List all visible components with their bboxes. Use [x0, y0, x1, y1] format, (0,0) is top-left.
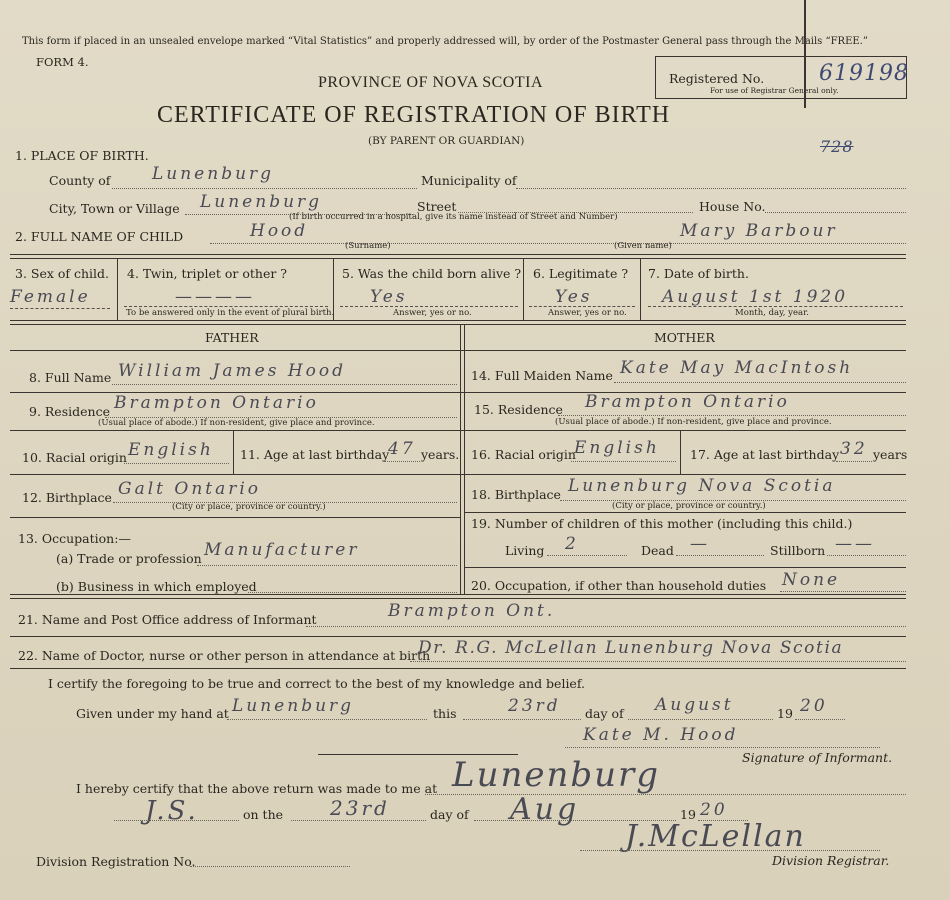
- children-label: 19. Number of children of this mother (including this child.): [471, 516, 853, 531]
- mother-race-line: [571, 461, 676, 462]
- rule: [10, 320, 906, 321]
- reg-day-line: [291, 820, 426, 821]
- rule: [10, 474, 906, 475]
- rule: [464, 567, 906, 568]
- return-place: Lunenburg: [452, 755, 661, 795]
- certify-text: I certify the foregoing to be true and correct to the best of my knowledge and belief.: [48, 676, 585, 691]
- mother-res-note: (Usual place of abode.) If non-resident, give place and province.: [555, 417, 832, 427]
- living-value: 2: [565, 534, 579, 554]
- dob-note: Month, day, year.: [735, 308, 809, 318]
- father-heading: FATHER: [205, 330, 259, 345]
- twin-note: To be answered only in the event of plural birth.: [126, 308, 335, 318]
- mother-birthplace-note: (City or place, province or country.): [612, 501, 766, 511]
- municipality-line: [516, 188, 906, 189]
- initials-line: [114, 820, 239, 821]
- legit-line: [529, 306, 635, 307]
- mother-res-line: [558, 415, 906, 416]
- trade-label: (a) Trade or profession: [56, 551, 202, 566]
- doctor-line: [410, 661, 906, 662]
- mother-age-label: 17. Age at last birthday: [690, 447, 840, 462]
- house-label: House No.: [699, 199, 766, 214]
- certify-day: 23rd: [508, 696, 561, 716]
- doctor-label: 22. Name of Doctor, nurse or other person in attendance at birth: [18, 648, 431, 663]
- twin-value: ————: [175, 287, 255, 307]
- rule: [10, 636, 906, 637]
- father-name: William James Hood: [118, 361, 347, 381]
- stillborn-value: ——: [835, 534, 875, 554]
- informant-value: Brampton Ont.: [388, 601, 556, 621]
- mother-name-line: [614, 382, 906, 383]
- registrar-year: 20: [700, 800, 728, 820]
- mother-race-label: 16. Racial origin: [471, 447, 576, 462]
- month-line: [628, 719, 773, 720]
- father-age-line: [384, 461, 420, 462]
- informant-line: [306, 626, 906, 627]
- certify-year: 20: [800, 696, 828, 716]
- rule: [10, 324, 906, 325]
- father-res-label: 9. Residence: [29, 404, 110, 419]
- page-title: CERTIFICATE OF REGISTRATION OF BIRTH: [157, 102, 671, 128]
- street-note: (If birth occurred in a hospital, give its name instead of Street and Number): [289, 212, 618, 222]
- side-number: 728: [820, 137, 854, 156]
- cell-divider: [117, 258, 118, 320]
- alive-value: Yes: [370, 287, 408, 307]
- legit-label: 6. Legitimate ?: [533, 266, 629, 281]
- father-occupation-label: 13. Occupation:—: [18, 531, 131, 546]
- mother-years: years: [873, 447, 908, 462]
- father-name-label: 8. Full Name: [29, 370, 112, 385]
- county-label: County of: [49, 173, 111, 188]
- stillborn-label: Stillborn: [770, 543, 826, 558]
- dead-line: [676, 555, 764, 556]
- dead-value: —: [690, 534, 710, 554]
- rule: [10, 350, 906, 351]
- dead-label: Dead: [641, 543, 674, 558]
- father-age-label: 11. Age at last birthday: [240, 447, 390, 462]
- registrar-initials: J.S.: [145, 796, 199, 826]
- trade-line: [197, 565, 457, 566]
- dob-value: August 1st 1920: [662, 287, 849, 307]
- reg-year-prefix: 19: [680, 807, 696, 822]
- house-line: [765, 212, 906, 213]
- registrar-sig-line: [580, 850, 880, 851]
- mother-occupation: None: [782, 570, 841, 590]
- cell-divider: [640, 258, 641, 320]
- place-heading: 1. PLACE OF BIRTH.: [15, 148, 149, 163]
- mother-birthplace: Lunenburg Nova Scotia: [568, 476, 836, 496]
- reg-dayof-label: day of: [430, 807, 469, 822]
- division-no-label: Division Registration No.: [36, 854, 196, 869]
- cell-divider: [233, 430, 234, 474]
- twin-label: 4. Twin, triplet or other ?: [127, 266, 287, 281]
- living-label: Living: [505, 543, 545, 558]
- year-line: [795, 719, 845, 720]
- dayof-label: day of: [585, 706, 624, 721]
- twin-line: [124, 306, 328, 307]
- return-text: I hereby certify that the above return was made to me at: [76, 781, 438, 796]
- city-value: Lunenburg: [200, 192, 323, 212]
- mother-heading: MOTHER: [654, 330, 715, 345]
- given-place: Lunenburg: [232, 696, 355, 716]
- informant-label: 21. Name and Post Office address of Informant: [18, 612, 317, 627]
- father-trade: Manufacturer: [204, 540, 360, 560]
- father-years: years.: [421, 447, 460, 462]
- living-line: [547, 555, 627, 556]
- division-no-line: [190, 866, 350, 867]
- mother-occupation-label: 20. Occupation, if other than household duties: [471, 578, 767, 593]
- county-line: [112, 188, 417, 189]
- page-subtitle: (BY PARENT OR GUARDIAN): [368, 135, 525, 147]
- rule: [10, 668, 906, 669]
- child-given-name: Mary Barbour: [680, 221, 838, 241]
- alive-note: Answer, yes or no.: [393, 308, 472, 318]
- column-divider: [460, 324, 461, 594]
- registrar-signature: J.McLellan: [625, 819, 806, 854]
- father-birthplace: Galt Ontario: [118, 479, 262, 499]
- mother-age-line: [836, 461, 872, 462]
- on-label: on the: [243, 807, 284, 822]
- sex-label: 3. Sex of child.: [15, 266, 110, 281]
- street-label: Street: [417, 199, 457, 214]
- year-prefix: 19: [777, 706, 793, 721]
- registrar-month: Aug: [510, 792, 580, 827]
- postal-notice: This form if placed in an unsealed envelope marked “Vital Statistics” and properly addressed will, by order of the Postmaster General pass through the Mails “FREE.”: [22, 36, 868, 47]
- sex-value: Female: [10, 287, 91, 307]
- cell-divider: [523, 258, 524, 320]
- father-name-line: [112, 384, 457, 385]
- mother-birthplace-label: 18. Birthplace: [471, 487, 561, 502]
- father-race: English: [128, 440, 214, 460]
- mother-age: 32: [840, 439, 868, 459]
- registrar-use-note: For use of Registrar General only.: [710, 86, 839, 95]
- given-label: Given under my hand at: [76, 706, 229, 721]
- mother-occupation-line: [780, 591, 906, 592]
- doctor-value: Dr. R.G. McLellan Lunenburg Nova Scotia: [418, 638, 844, 658]
- mother-res-label: 15. Residence: [474, 402, 563, 417]
- dob-line: [648, 306, 903, 307]
- stillborn-line: [827, 555, 906, 556]
- business-label: (b) Business in which employed: [56, 579, 257, 594]
- child-name-line: [210, 243, 906, 244]
- this-label: this: [433, 706, 457, 721]
- father-birthplace-note: (City or place, province or country.): [172, 502, 326, 512]
- father-race-line: [124, 463, 229, 464]
- rule: [10, 430, 906, 431]
- business-line: [248, 592, 457, 593]
- given-place-line: [227, 719, 427, 720]
- city-label: City, Town or Village: [49, 201, 180, 216]
- father-age: 47: [388, 439, 416, 459]
- father-race-label: 10. Racial origin: [22, 450, 127, 465]
- alive-label: 5. Was the child born alive ?: [342, 266, 522, 281]
- rule: [10, 594, 906, 595]
- rule: [10, 517, 460, 518]
- county-value: Lunenburg: [152, 164, 275, 184]
- registration-box: [655, 56, 907, 99]
- father-residence: Brampton Ontario: [114, 393, 319, 413]
- province-heading: PROVINCE OF NOVA SCOTIA: [318, 74, 544, 91]
- legit-value: Yes: [555, 287, 593, 307]
- signature-line: [565, 747, 880, 748]
- registrar-day: 23rd: [330, 796, 390, 820]
- rule: [10, 254, 906, 255]
- mother-race: English: [574, 438, 660, 458]
- child-name-label: 2. FULL NAME OF CHILD: [15, 229, 184, 244]
- child-surname: Hood: [250, 221, 309, 241]
- column-divider: [464, 324, 465, 594]
- ink-stroke: [804, 0, 806, 108]
- mother-residence: Brampton Ontario: [585, 392, 790, 412]
- informant-signature: Kate M. Hood: [583, 725, 739, 745]
- municipality-label: Municipality of: [421, 173, 517, 188]
- father-res-note: (Usual place of abode.) If non-resident, give place and province.: [98, 418, 375, 428]
- registered-label: Registered No.: [669, 71, 765, 86]
- legit-note: Answer, yes or no.: [548, 308, 627, 318]
- cell-divider: [680, 430, 681, 474]
- registered-number: 619198: [819, 61, 909, 86]
- certify-month: August: [655, 695, 734, 715]
- rule: [10, 598, 906, 599]
- surname-caption: (Surname): [345, 241, 391, 251]
- signature-caption: Signature of Informant.: [742, 750, 893, 765]
- alive-line: [340, 306, 518, 307]
- day-line: [463, 719, 581, 720]
- sex-line: [10, 308, 110, 309]
- mother-name: Kate May MacIntosh: [620, 358, 854, 378]
- dob-label: 7. Date of birth.: [648, 266, 749, 281]
- form-number: FORM 4.: [36, 55, 89, 69]
- rule: [464, 512, 906, 513]
- mother-name-label: 14. Full Maiden Name: [471, 368, 613, 383]
- registrar-caption: Division Registrar.: [772, 853, 890, 868]
- given-caption: (Given name): [614, 241, 672, 251]
- rule: [10, 258, 906, 259]
- father-birthplace-label: 12. Birthplace: [22, 490, 112, 505]
